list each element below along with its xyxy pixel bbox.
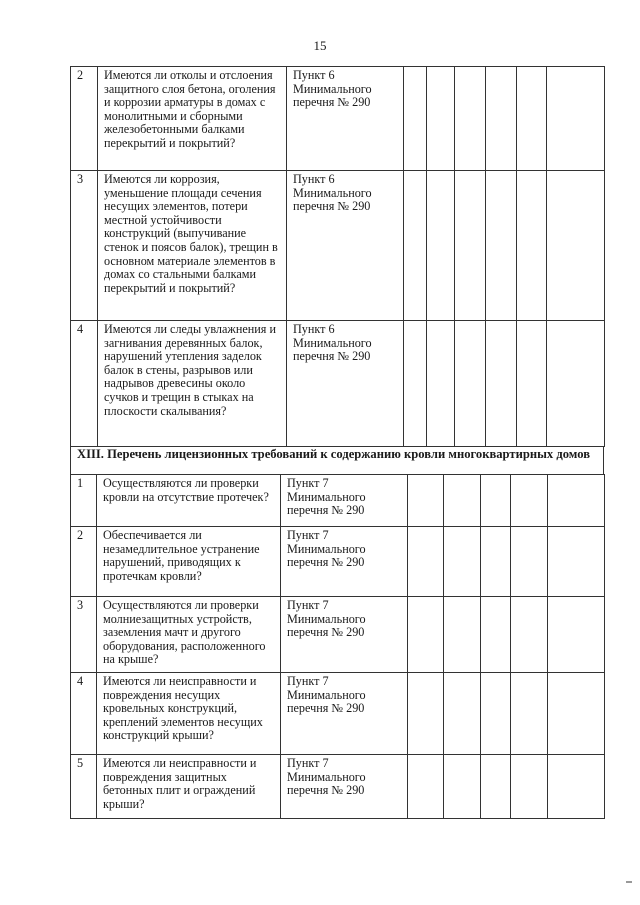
table-row bbox=[71, 321, 605, 447]
table-row bbox=[71, 527, 605, 597]
table-row bbox=[71, 171, 605, 321]
answer-cell[interactable] bbox=[547, 67, 605, 171]
answer-cell[interactable] bbox=[486, 67, 517, 171]
answer-cell[interactable] bbox=[481, 475, 511, 527]
answer-cell[interactable] bbox=[427, 321, 455, 447]
legal-reference: Пункт 6 Минимального перечня № 290 bbox=[287, 321, 404, 447]
answer-cell[interactable] bbox=[517, 67, 547, 171]
answer-cell[interactable] bbox=[444, 597, 481, 673]
legal-reference: Пункт 7 Минимального перечня № 290 bbox=[281, 475, 408, 527]
question-text: Имеются ли отколы и отслоения защитного слоя бетона, оголения и коррозии арматуры в домах с монолитными и сборными железобетонными балками перекрытий и покрытий? bbox=[98, 67, 287, 171]
answer-cell[interactable] bbox=[547, 171, 605, 321]
answer-cell[interactable] bbox=[444, 673, 481, 755]
table-row bbox=[71, 475, 605, 527]
answer-cell[interactable] bbox=[408, 527, 444, 597]
answer-cell[interactable] bbox=[548, 597, 605, 673]
table-row bbox=[71, 673, 605, 755]
scan-artifact bbox=[626, 881, 632, 883]
answer-cell[interactable] bbox=[517, 321, 547, 447]
legal-reference: Пункт 6 Минимального перечня № 290 bbox=[287, 67, 404, 171]
answer-cell[interactable] bbox=[548, 755, 605, 819]
question-text: Осуществляются ли проверки кровли на отсутствие протечек? bbox=[97, 475, 281, 527]
answer-cell[interactable] bbox=[548, 475, 605, 527]
answer-cell[interactable] bbox=[547, 321, 605, 447]
answer-cell[interactable] bbox=[481, 755, 511, 819]
answer-cell[interactable] bbox=[455, 67, 486, 171]
table-row bbox=[71, 67, 605, 171]
answer-cell[interactable] bbox=[408, 673, 444, 755]
legal-reference: Пункт 6 Минимального перечня № 290 bbox=[287, 171, 404, 321]
row-number: 4 bbox=[71, 673, 97, 755]
answer-cell[interactable] bbox=[404, 321, 427, 447]
row-number: 3 bbox=[71, 171, 98, 321]
question-text: Имеются ли следы увлажнения и загнивания деревянных балок, нарушений утепления заделок балок в стены, разрывов или надрывов древесины около сучков и трещин в стыках на плоскости скалывания? bbox=[98, 321, 287, 447]
answer-cell[interactable] bbox=[455, 321, 486, 447]
answer-cell[interactable] bbox=[408, 597, 444, 673]
answer-cell[interactable] bbox=[408, 755, 444, 819]
answer-cell[interactable] bbox=[481, 673, 511, 755]
question-text: Имеются ли неисправности и повреждения несущих кровельных конструкций, креплений элементов несущих конструкций крыши? bbox=[97, 673, 281, 755]
answer-cell[interactable] bbox=[455, 171, 486, 321]
question-text: Имеются ли коррозия, уменьшение площади сечения несущих элементов, потери местной устойчивости конструкций (выпучивание стенок и поясов балок), трещин в основном материале элементов в домах со стальными балками перекрытий и покрытий? bbox=[98, 171, 287, 321]
answer-cell[interactable] bbox=[486, 171, 517, 321]
question-text: Осуществляются ли проверки молниезащитных устройств, заземления мачт и другого оборудования, расположенного на крыше? bbox=[97, 597, 281, 673]
table-roof-requirements bbox=[70, 474, 605, 819]
answer-cell[interactable] bbox=[427, 67, 455, 171]
legal-reference: Пункт 7 Минимального перечня № 290 bbox=[281, 527, 408, 597]
answer-cell[interactable] bbox=[427, 171, 455, 321]
question-text: Имеются ли неисправности и повреждения защитных бетонных плит и ограждений крыши? bbox=[97, 755, 281, 819]
answer-cell[interactable] bbox=[404, 171, 427, 321]
legal-reference: Пункт 7 Минимального перечня № 290 bbox=[281, 597, 408, 673]
question-text: Обеспечивается ли незамедлительное устранение нарушений, приводящих к протечкам кровли? bbox=[97, 527, 281, 597]
answer-cell[interactable] bbox=[511, 755, 548, 819]
section-heading: XIII. Перечень лицензионных требований к содержанию кровли многоквартирных домов bbox=[70, 446, 604, 474]
row-number: 4 bbox=[71, 321, 98, 447]
legal-reference: Пункт 7 Минимального перечня № 290 bbox=[281, 755, 408, 819]
answer-cell[interactable] bbox=[511, 673, 548, 755]
page-number: 15 bbox=[313, 38, 327, 53]
answer-cell[interactable] bbox=[444, 527, 481, 597]
answer-cell[interactable] bbox=[511, 597, 548, 673]
answer-cell[interactable] bbox=[444, 475, 481, 527]
answer-cell[interactable] bbox=[548, 527, 605, 597]
answer-cell[interactable] bbox=[408, 475, 444, 527]
table-row bbox=[71, 597, 605, 673]
answer-cell[interactable] bbox=[481, 527, 511, 597]
row-number: 2 bbox=[71, 527, 97, 597]
legal-reference: Пункт 7 Минимального перечня № 290 bbox=[281, 673, 408, 755]
answer-cell[interactable] bbox=[481, 597, 511, 673]
row-number: 5 bbox=[71, 755, 97, 819]
row-number: 3 bbox=[71, 597, 97, 673]
answer-cell[interactable] bbox=[511, 475, 548, 527]
answer-cell[interactable] bbox=[486, 321, 517, 447]
table-floor-structures bbox=[70, 66, 605, 447]
answer-cell[interactable] bbox=[517, 171, 547, 321]
row-number: 2 bbox=[71, 67, 98, 171]
answer-cell[interactable] bbox=[444, 755, 481, 819]
answer-cell[interactable] bbox=[511, 527, 548, 597]
table-row bbox=[71, 755, 605, 819]
answer-cell[interactable] bbox=[548, 673, 605, 755]
row-number: 1 bbox=[71, 475, 97, 527]
answer-cell[interactable] bbox=[404, 67, 427, 171]
